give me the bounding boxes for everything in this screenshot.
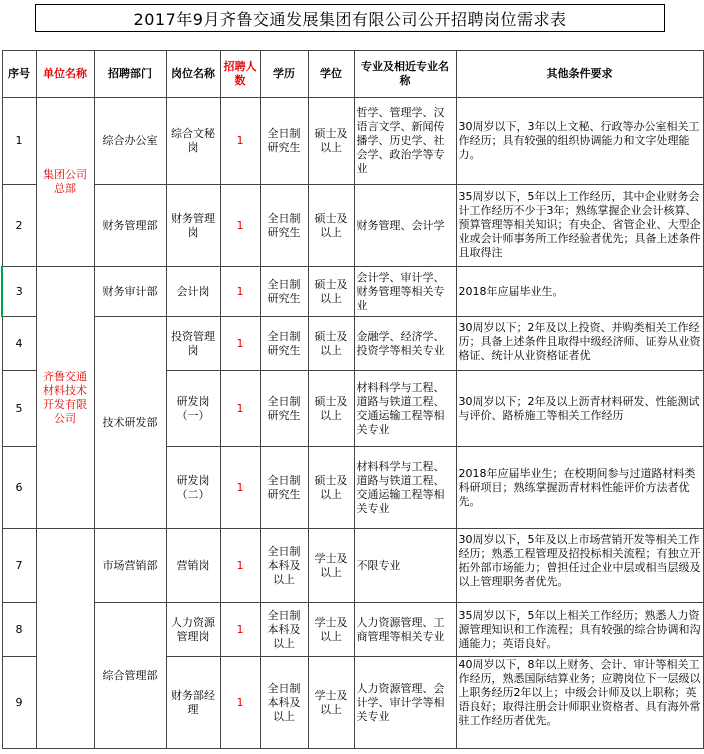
dept-cell: 综合管理部 — [94, 603, 166, 749]
header-other: 其他条件要求 — [456, 51, 703, 98]
degree-cell: 硕士及以上 — [308, 317, 354, 371]
major-cell: 人力资源管理、会计学、审计学等相关专业 — [354, 657, 456, 749]
other-cell: 35周岁以下，5年以上相关工作经历；熟悉人力资源管理知识和工作流程；具有较强的综合协调和沟通能力；英语良好。 — [456, 603, 703, 657]
page-title: 2017年9月齐鲁交通发展集团有限公司公开招聘岗位需求表 — [35, 4, 665, 32]
table-row — [2, 185, 703, 267]
post-cell: 财务管理岗 — [166, 185, 220, 267]
post-cell: 综合文秘岗 — [166, 98, 220, 185]
major-cell: 人力资源管理、工商管理等相关专业 — [354, 603, 456, 657]
seq-cell: 8 — [2, 603, 36, 657]
table-row — [2, 267, 703, 317]
post-cell: 会计岗 — [166, 267, 220, 317]
degree-cell: 学士及以上 — [308, 603, 354, 657]
post-cell: 研发岗（二） — [166, 447, 220, 529]
degree-cell: 学士及以上 — [308, 657, 354, 749]
other-cell: 2018年应届毕业生。 — [456, 267, 703, 317]
edu-cell: 全日制本科及以上 — [260, 529, 308, 603]
unit-cell: 齐鲁交通材料技术开发有限公司 — [36, 267, 94, 529]
seq-cell: 7 — [2, 529, 36, 603]
header-post: 岗位名称 — [166, 51, 220, 98]
table-row — [2, 98, 703, 185]
major-cell: 材料科学与工程、道路与铁道工程、交通运输工程等相关专业 — [354, 371, 456, 447]
other-cell: 30周岁以下，3年以上文秘、行政等办公室相关工作经历；具有较强的组织协调能力和文字处理能力。 — [456, 98, 703, 185]
major-cell: 财务管理、会计学 — [354, 185, 456, 267]
edu-cell: 全日制研究生 — [260, 317, 308, 371]
degree-cell: 硕士及以上 — [308, 371, 354, 447]
degree-cell: 硕士及以上 — [308, 98, 354, 185]
dept-cell: 市场营销部 — [94, 529, 166, 603]
unit-cell-empty — [36, 529, 94, 749]
seq-cell: 6 — [2, 447, 36, 529]
other-cell — [456, 185, 703, 267]
header-edu: 学历 — [260, 51, 308, 98]
header-row — [2, 51, 703, 98]
post-cell: 投资管理岗 — [166, 317, 220, 371]
seq-cell: 1 — [2, 98, 36, 185]
count-cell: 1 — [220, 317, 260, 371]
other-cell — [456, 317, 703, 371]
edu-cell: 全日制研究生 — [260, 98, 308, 185]
major-cell: 不限专业 — [354, 529, 456, 603]
edu-cell: 全日制研究生 — [260, 371, 308, 447]
major-cell: 会计学、审计学、财务管理等相关专业 — [354, 267, 456, 317]
edu-cell: 全日制研究生 — [260, 267, 308, 317]
post-cell: 人力资源管理岗 — [166, 603, 220, 657]
other-cell-text: 30周岁以下；2年及以上投资、并购类相关工作经历；具备上述条件且取得中级经济师、证券从业资格证、统计从业资格证者优 — [458, 320, 701, 362]
table-row — [2, 317, 703, 371]
seq-cell: 3 — [2, 267, 36, 317]
degree-cell: 硕士及以上 — [308, 267, 354, 317]
other-cell-text: 40周岁以下，8年以上财务、会计、审计等相关工作经历，熟悉国际结算业务；应聘岗位下一层级以上职务经历2年以上；中级会计师及以上职称；英语良好；取得注册会计师职业资格者、具有海外常驻工作经历者优先。 — [458, 657, 701, 727]
dept-cell: 财务管理部 — [94, 185, 166, 267]
seq-cell: 9 — [2, 657, 36, 749]
edu-cell: 全日制本科及以上 — [260, 657, 308, 749]
post-cell: 研发岗（一） — [166, 371, 220, 447]
other-cell: 2018年应届毕业生；在校期间参与过道路材料类科研项目；熟练掌握沥青材料性能评价方法者优先。 — [456, 447, 703, 529]
other-cell-text: 35周岁以下，5年以上工作经历，其中企业财务会计工作经历不少于3年；熟练掌握企业会计核算、预算管理等相关知识；有央企、省管企业、大型企业或会计师事务所工作经验者优先；具备上述条件且取得注 — [458, 189, 701, 259]
other-cell: 30周岁以下；2年及以上沥青材料研发、性能测试与评价、路桥施工等相关工作经历 — [456, 371, 703, 447]
degree-cell: 硕士及以上 — [308, 447, 354, 529]
post-cell: 营销岗 — [166, 529, 220, 603]
post-cell: 财务部经理 — [166, 657, 220, 749]
count-cell: 1 — [220, 529, 260, 603]
count-cell: 1 — [220, 603, 260, 657]
major-cell: 哲学、管理学、汉语言文学、新闻传播学、历史学、社会学、政治学等专业 — [354, 98, 456, 185]
header-dept: 招聘部门 — [94, 51, 166, 98]
count-cell: 1 — [220, 657, 260, 749]
major-cell: 金融学、经济学、投资学等相关专业 — [354, 317, 456, 371]
count-cell: 1 — [220, 447, 260, 529]
major-cell: 材料科学与工程、道路与铁道工程、交通运输工程等相关专业 — [354, 447, 456, 529]
header-unit: 单位名称 — [36, 51, 94, 98]
job-requirements-table — [1, 50, 704, 749]
degree-cell: 学士及以上 — [308, 529, 354, 603]
header-degree: 学位 — [308, 51, 354, 98]
header-seq: 序号 — [2, 51, 36, 98]
dept-cell: 技术研发部 — [94, 317, 166, 529]
other-cell — [456, 657, 703, 749]
header-count: 招聘人数 — [220, 51, 260, 98]
count-cell: 1 — [220, 371, 260, 447]
dept-cell: 财务审计部 — [94, 267, 166, 317]
edu-cell: 全日制研究生 — [260, 447, 308, 529]
edu-cell: 全日制本科及以上 — [260, 603, 308, 657]
table-row — [2, 529, 703, 603]
header-major: 专业及相近专业名称 — [354, 51, 456, 98]
count-cell: 1 — [220, 267, 260, 317]
other-cell — [456, 529, 703, 603]
dept-cell: 综合办公室 — [94, 98, 166, 185]
table-row — [2, 603, 703, 657]
seq-cell: 2 — [2, 185, 36, 267]
other-cell-text: 30周岁以下，5年及以上市场营销开发等相关工作经历；熟悉工程管理及招投标相关流程；有独立开拓外部市场能力；曾担任过企业中层或相当层级及以上管理职务者优先。 — [458, 532, 701, 588]
count-cell: 1 — [220, 98, 260, 185]
seq-cell: 5 — [2, 371, 36, 447]
edu-cell: 全日制研究生 — [260, 185, 308, 267]
unit-cell: 集团公司总部 — [36, 98, 94, 267]
seq-cell: 4 — [2, 317, 36, 371]
degree-cell: 硕士及以上 — [308, 185, 354, 267]
count-cell: 1 — [220, 185, 260, 267]
